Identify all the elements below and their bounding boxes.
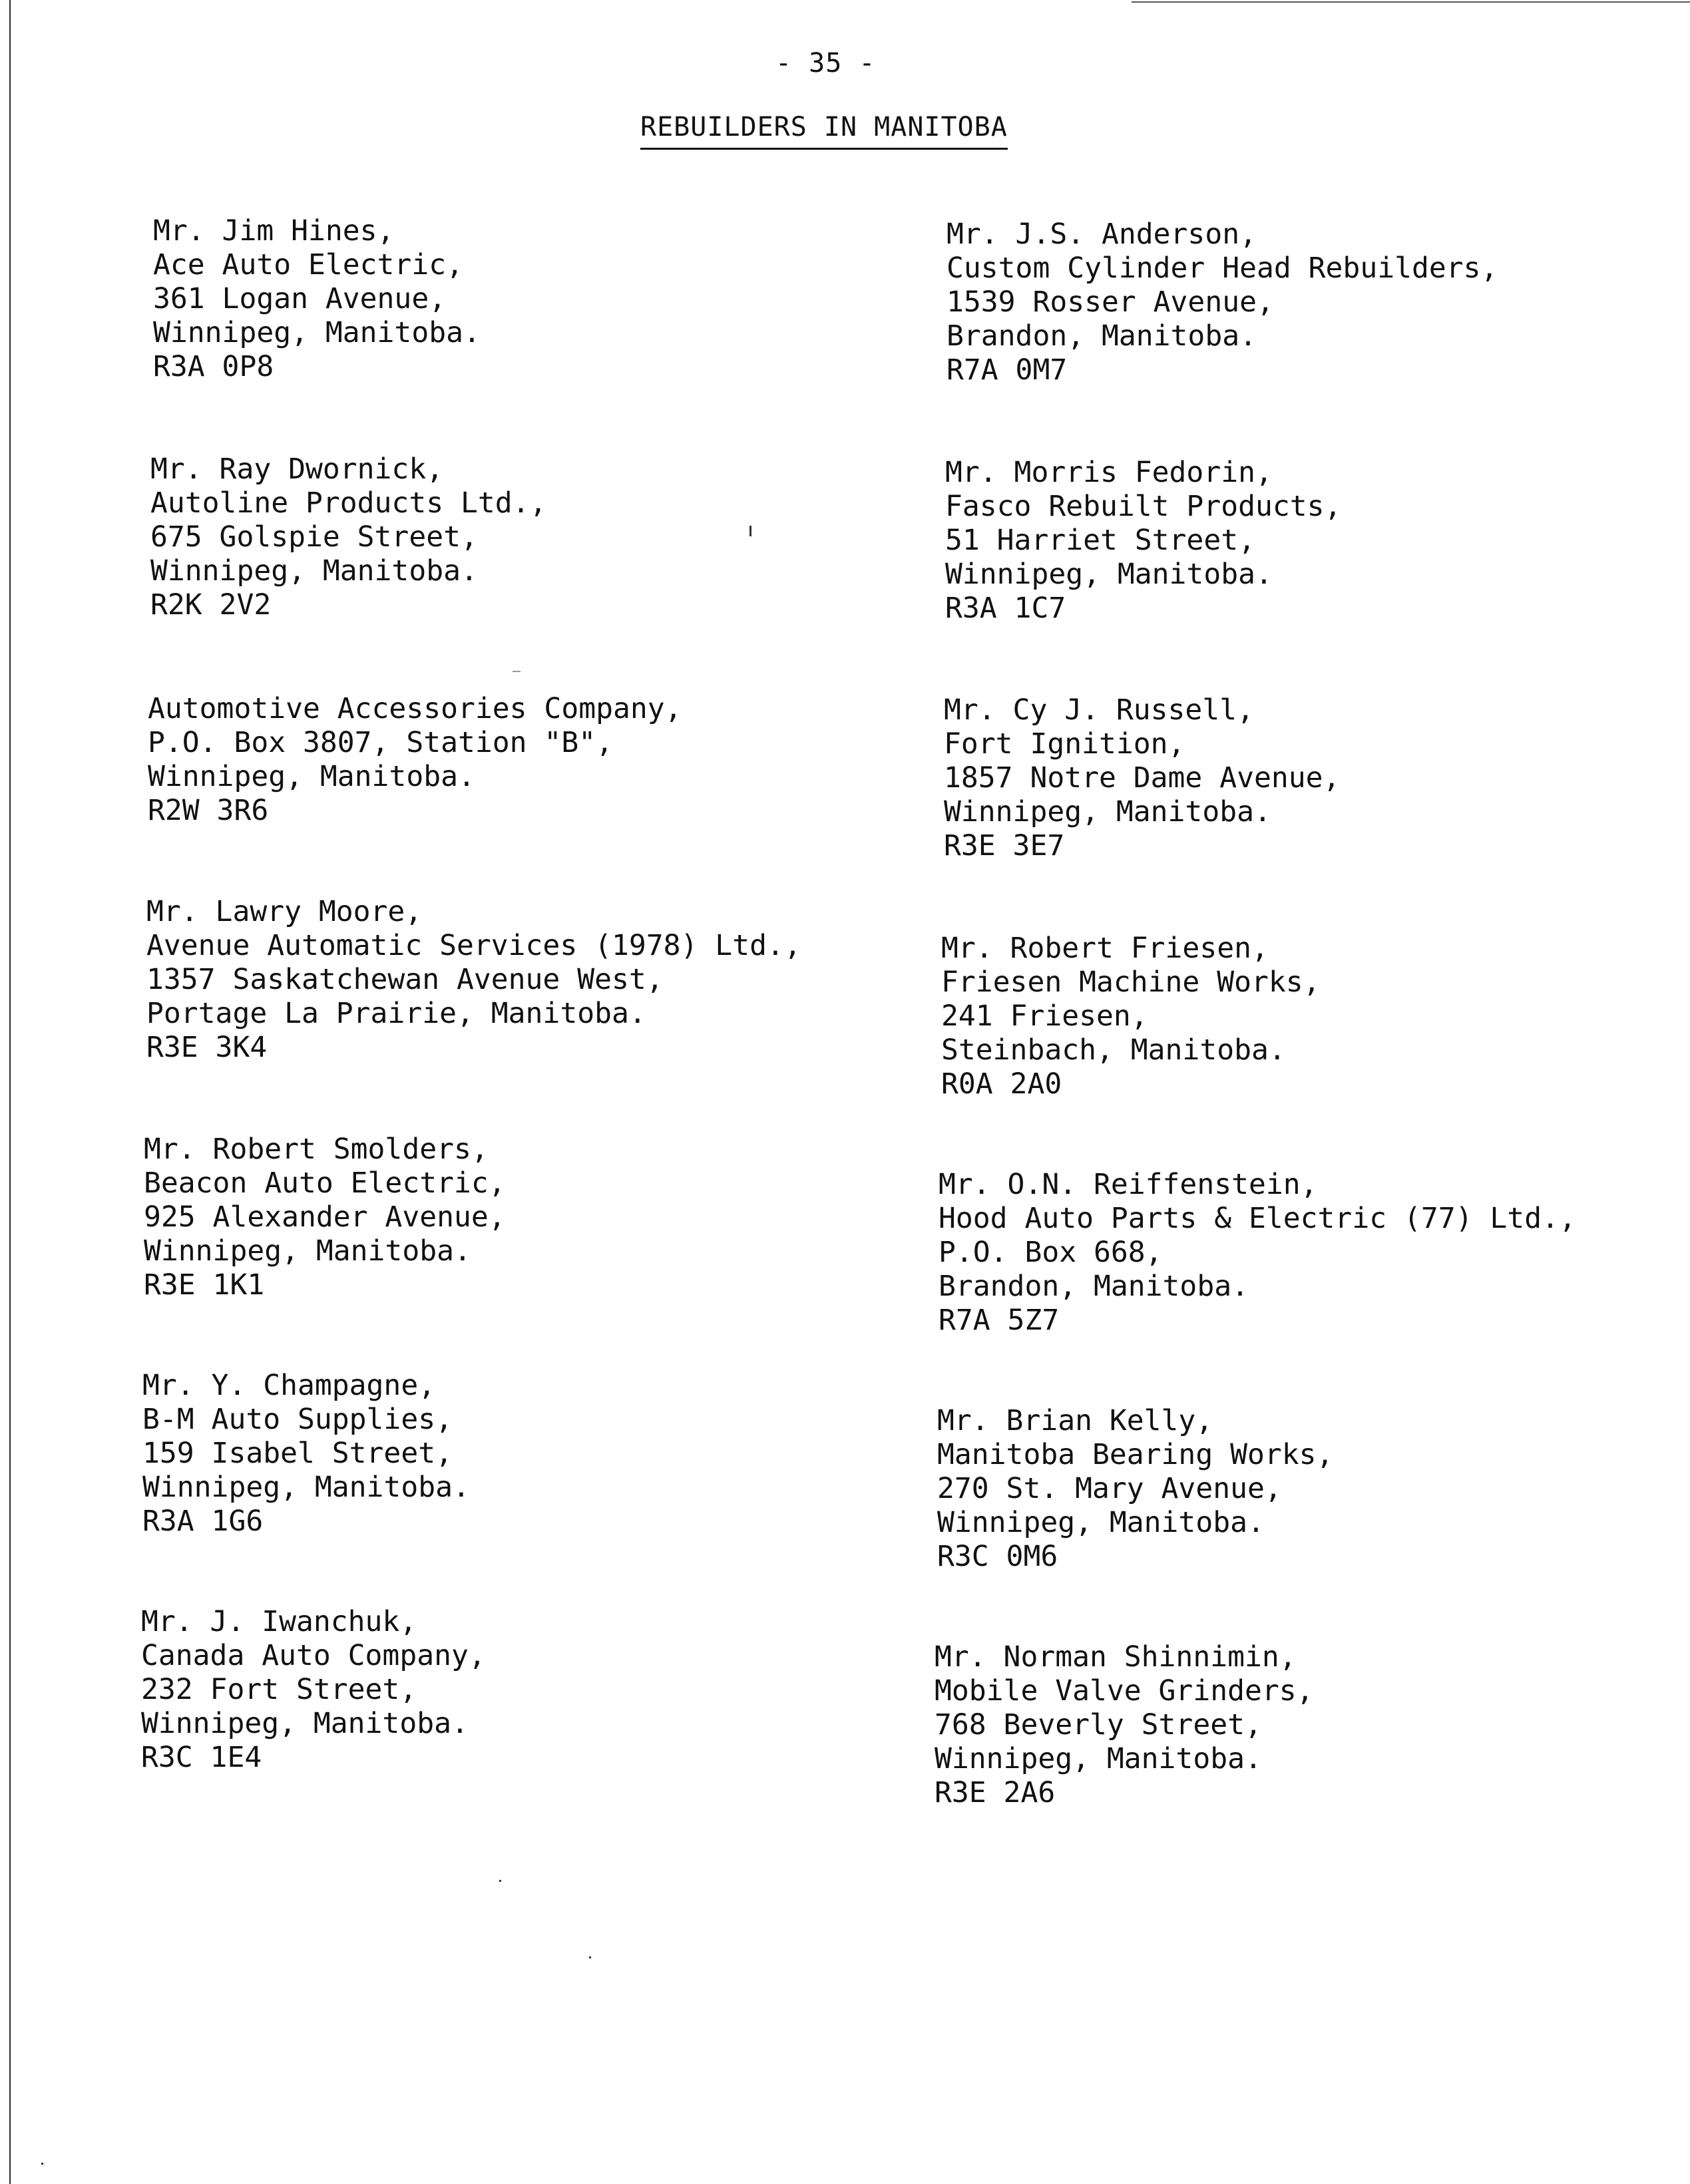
city-province: Portage La Prairie, Manitoba. <box>146 997 646 1030</box>
contact-name: Mr. O.N. Reiffenstein, <box>939 1168 1318 1201</box>
company-name: Friesen Machine Works, <box>941 966 1321 999</box>
street-address: 241 Friesen, <box>941 1000 1148 1033</box>
rebuilder-entry-right-2 <box>945 456 1341 626</box>
contact-name: Mr. Robert Smolders, <box>144 1133 489 1166</box>
contact-name: Mr. Ray Dwornick, <box>150 453 444 486</box>
scan-speck <box>513 671 521 672</box>
contact-name: Mr. Brian Kelly, <box>937 1404 1213 1437</box>
postal-code: R3E 2A6 <box>935 1776 1056 1809</box>
postal-code: R3C 1E4 <box>141 1741 262 1774</box>
street-address: 361 Logan Avenue, <box>153 282 447 315</box>
scan-speck <box>589 1956 591 1958</box>
rebuilder-entry-right-4 <box>941 932 1321 1101</box>
postal-code: R3E 1K1 <box>144 1268 265 1302</box>
city-province: Winnipeg, Manitoba. <box>148 760 475 793</box>
contact-name: Mr. Robert Friesen, <box>941 932 1269 965</box>
rebuilder-entry-right-3 <box>944 693 1340 863</box>
city-province: Winnipeg, Manitoba. <box>944 795 1271 828</box>
rebuilder-entry-right-5 <box>939 1168 1576 1338</box>
street-address: P.O. Box 668, <box>939 1236 1163 1269</box>
postal-code: R3A 0P8 <box>153 350 274 383</box>
scan-speck <box>499 1880 501 1882</box>
postal-code: R3C 0M6 <box>937 1540 1058 1573</box>
company-name: B-M Auto Supplies, <box>142 1403 453 1436</box>
contact-name: Mr. Y. Champagne, <box>142 1369 436 1402</box>
company-name: Automotive Accessories Company, <box>148 692 682 725</box>
postal-code: R2K 2V2 <box>150 588 272 622</box>
postal-code: R2W 3R6 <box>148 794 269 827</box>
city-province: Winnipeg, Manitoba. <box>150 554 478 588</box>
street-address: P.O. Box 3807, Station "B", <box>148 726 613 759</box>
page-number: - 35 - <box>775 48 876 79</box>
company-name: Ace Auto Electric, <box>153 248 463 281</box>
company-name: Mobile Valve Grinders, <box>935 1674 1314 1708</box>
city-province: Brandon, Manitoba. <box>939 1270 1249 1303</box>
page-edge-line <box>9 0 11 2184</box>
rebuilder-entry-left-3 <box>148 692 682 828</box>
company-name: Fasco Rebuilt Products, <box>945 490 1342 523</box>
rebuilder-entry-left-5 <box>144 1133 506 1302</box>
rebuilder-entry-left-7 <box>141 1605 486 1775</box>
page-title: REBUILDERS IN MANITOBA <box>640 112 1008 150</box>
street-address: 270 St. Mary Avenue, <box>937 1472 1282 1505</box>
street-address: 51 Harriet Street, <box>945 524 1255 557</box>
street-address: 1857 Notre Dame Avenue, <box>944 761 1341 795</box>
page-top-edge-line <box>1132 1 1690 3</box>
city-province: Winnipeg, Manitoba. <box>937 1506 1265 1539</box>
postal-code: R3E 3K4 <box>146 1031 268 1064</box>
contact-name: Mr. J.S. Anderson, <box>947 218 1257 251</box>
rebuilder-entry-left-4 <box>146 895 801 1065</box>
street-address: 232 Fort Street, <box>141 1673 417 1706</box>
rebuilder-entry-right-6 <box>937 1404 1333 1574</box>
postal-code: R3A 1C7 <box>945 592 1066 625</box>
street-address: 159 Isabel Street, <box>142 1437 453 1470</box>
contact-name: Mr. Jim Hines, <box>153 214 395 248</box>
company-name: Fort Ignition, <box>944 727 1185 761</box>
postal-code: R7A 0M7 <box>947 353 1068 387</box>
postal-code: R3A 1G6 <box>142 1505 264 1538</box>
postal-code: R0A 2A0 <box>941 1067 1062 1101</box>
company-name: Manitoba Bearing Works, <box>937 1438 1334 1471</box>
contact-name: Mr. J. Iwanchuk, <box>141 1605 417 1638</box>
street-address: 925 Alexander Avenue, <box>144 1200 506 1234</box>
street-address: 1357 Saskatchewan Avenue West, <box>146 963 664 996</box>
rebuilder-entry-left-1 <box>153 214 481 384</box>
city-province: Winnipeg, Manitoba. <box>935 1742 1262 1775</box>
street-address: 675 Golspie Street, <box>150 520 478 554</box>
rebuilder-entry-right-1 <box>947 218 1498 387</box>
city-province: Winnipeg, Manitoba. <box>153 316 481 349</box>
contact-name: Mr. Cy J. Russell, <box>944 693 1254 727</box>
postal-code: R7A 5Z7 <box>939 1304 1060 1337</box>
contact-name: Mr. Norman Shinnimin, <box>935 1640 1297 1674</box>
rebuilder-entry-left-6 <box>142 1369 470 1539</box>
city-province: Winnipeg, Manitoba. <box>142 1471 470 1504</box>
postal-code: R3E 3E7 <box>944 829 1065 862</box>
company-name: Beacon Auto Electric, <box>144 1167 506 1200</box>
city-province: Steinbach, Manitoba. <box>941 1033 1286 1067</box>
company-name: Avenue Automatic Services (1978) Ltd., <box>146 929 801 962</box>
company-name: Autoline Products Ltd., <box>150 486 547 520</box>
street-address: 768 Beverly Street, <box>935 1708 1262 1741</box>
contact-name: Mr. Morris Fedorin, <box>945 456 1273 489</box>
city-province: Brandon, Manitoba. <box>947 319 1257 353</box>
company-name: Canada Auto Company, <box>141 1639 486 1672</box>
scan-speck <box>41 2163 43 2165</box>
city-province: Winnipeg, Manitoba. <box>945 558 1273 591</box>
rebuilder-entry-left-2 <box>150 453 546 622</box>
street-address: 1539 Rosser Avenue, <box>947 285 1274 319</box>
rebuilder-entry-right-7 <box>935 1640 1314 1810</box>
city-province: Winnipeg, Manitoba. <box>144 1234 471 1268</box>
company-name: Custom Cylinder Head Rebuilders, <box>947 252 1498 285</box>
scan-speck <box>749 526 751 536</box>
city-province: Winnipeg, Manitoba. <box>141 1707 469 1740</box>
contact-name: Mr. Lawry Moore, <box>146 895 423 928</box>
company-name: Hood Auto Parts & Electric (77) Ltd., <box>939 1202 1576 1235</box>
